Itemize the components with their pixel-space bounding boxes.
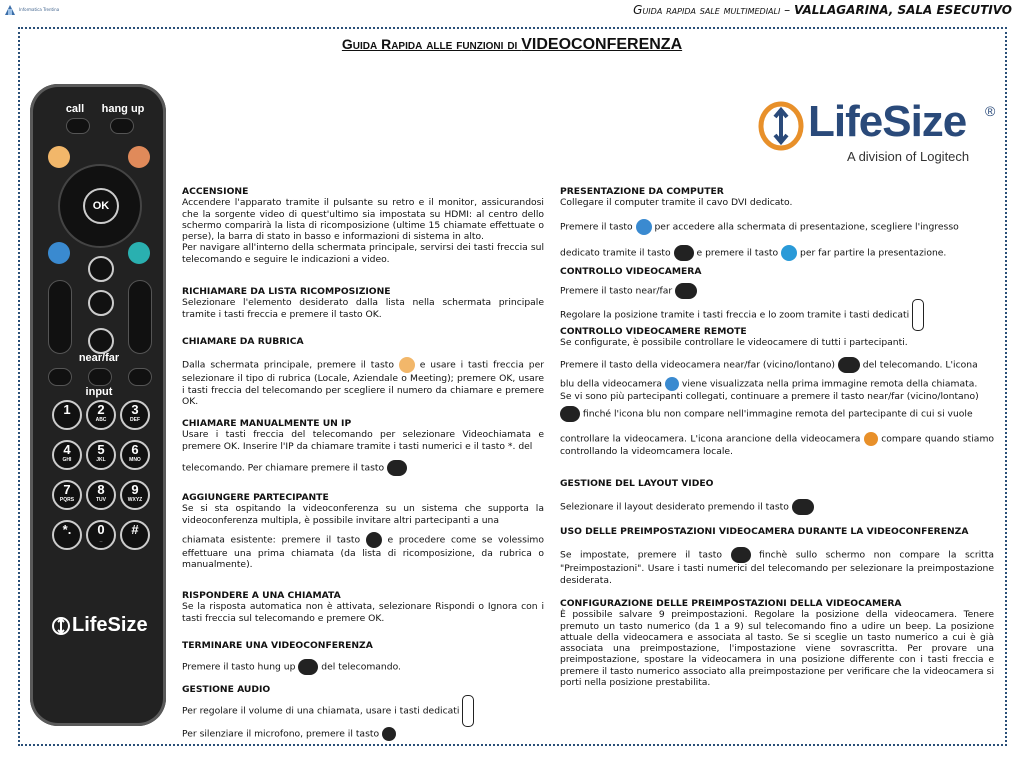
section-rubrica xyxy=(182,336,544,407)
keypad-key-icon xyxy=(86,480,116,510)
lifesize-remote-logo-icon xyxy=(52,614,70,638)
call-icon xyxy=(387,460,407,476)
section-preimpostazioni-uso xyxy=(560,526,994,586)
hangup-label: hang up xyxy=(101,103,145,115)
section-text xyxy=(560,283,994,299)
section-audio xyxy=(182,684,544,741)
section-ricomposizione xyxy=(182,286,544,320)
header-title xyxy=(633,3,1012,17)
home-button-icon xyxy=(88,256,114,282)
section-title: RICHIAMARE DA LISTA RICOMPOSIZIONE xyxy=(182,286,391,297)
text-part: Per silenziare il microfono, premere il tasto xyxy=(182,728,380,740)
section-rispondere xyxy=(182,590,544,624)
text-part: Dalla schermata principale, premere il tasto xyxy=(182,359,394,371)
keypad-key-number: 3 xyxy=(131,402,139,417)
lifesize-logo xyxy=(752,97,1002,172)
nearfar-icon xyxy=(838,357,860,373)
keypad-key-icon xyxy=(120,480,150,510)
text-part: e premere il tasto xyxy=(693,247,779,259)
keypad-key-letters: PQRS xyxy=(59,497,75,503)
preset-button-icon xyxy=(128,368,152,386)
volume-icon xyxy=(462,695,474,727)
section-text xyxy=(560,219,994,235)
section-text xyxy=(182,659,544,675)
text-part: del telecomando. L'icona xyxy=(859,359,978,371)
keypad-key-letters: DEF xyxy=(130,417,140,423)
keypad-key-number: *. xyxy=(62,522,72,537)
text-part: Premere il tasto hung up xyxy=(182,661,296,673)
section-title: CONFIGURAZIONE DELLE PREIMPOSTAZIONI DELLA VIDEOCAMERA xyxy=(560,598,902,609)
section-title: ACCENSIONE xyxy=(182,186,249,197)
section-text: Accendere l'apparato tramite il pulsante su retro e il monitor, assicurandosi che la sorgente video di quest'ultimo sia impostata su HDMI: al centro dello schermo comparirà la lista di ricomposizione (ultime 15 chiamate effettuate o perse), la barra di stato in basso e informazioni di sistema in alto. xyxy=(182,197,544,243)
lifesize-subtitle: A division of Logitech xyxy=(847,149,970,164)
hangup-button-icon xyxy=(110,118,134,134)
text-part: Premere il tasto xyxy=(560,221,633,233)
keypad-key-icon xyxy=(52,480,82,510)
section-text xyxy=(560,432,994,457)
section-text xyxy=(560,547,994,586)
section-text xyxy=(182,460,544,476)
keypad-key-letters: JKL xyxy=(96,457,106,463)
section-manual-ip xyxy=(182,418,544,476)
section-preimpostazioni-config xyxy=(560,598,994,688)
section-text: Collegare il computer tramite il cavo DVI dedicato. xyxy=(560,197,793,209)
directory-icon xyxy=(399,357,415,373)
nearfar-button-icon xyxy=(88,328,114,354)
page-header xyxy=(0,0,1024,22)
text-part: Se impostate, premere il tasto xyxy=(560,549,722,561)
text-part: finchè sullo schermo non compare la scritta "Preimpostazioni". Usare i tasti numerici del telecomando per selezionare la preimpostazione desiderata. xyxy=(560,549,994,586)
keypad-key-icon xyxy=(86,440,116,470)
preset-icon xyxy=(731,547,751,563)
section-text: È possibile salvare 9 preimpostazioni. Regolare la posizione della videocamera. Tenere premuto un tasto numerico (da 1 a 9) sul telecomando fino a udire un beep. La posizione attuale della videocamera e associata al tasto. Se si sceglie un tasto numerico a cui è già associata una preimpostazione, l'impostazione viene sovrascritta. Per provare una preimpostazione, spostare la videocamera in una posizione differente con i tasti freccia e premere il tasto numerico associato alla preimpostazione per verificare che la videocamera si porti nella posizione prestabilita. xyxy=(560,609,994,689)
keypad-key-number: 1 xyxy=(63,402,71,417)
text-part: per far partire la presentazione. xyxy=(797,247,947,259)
section-text xyxy=(182,727,544,741)
section-text xyxy=(182,695,544,727)
text-part: Premere il tasto near/far xyxy=(560,285,673,297)
header-title-place: VALLAGARINA, SALA ESECUTIVO xyxy=(793,3,1012,17)
text-part: viene visualizzata nella prima immagine remota della chiamata. xyxy=(678,378,978,390)
back-button-icon xyxy=(128,146,150,168)
presentation-icon xyxy=(636,219,652,235)
document-title-big: VIDEOCONFERENZA xyxy=(521,36,683,53)
company-logo-icon xyxy=(4,4,16,16)
call-label: call xyxy=(65,103,85,115)
zoom-button-icon xyxy=(128,280,152,354)
text-part: compare quando stiamo controllando la videomcamera locale. xyxy=(560,433,995,457)
section-title: CONTROLLO VIDEOCAMERA xyxy=(560,266,702,277)
section-title: AGGIUNGERE PARTECIPANTE xyxy=(182,492,329,503)
keypad-key-letters: MNO xyxy=(129,457,141,463)
text-part: del telecomando. xyxy=(318,661,401,673)
mute-button-icon xyxy=(88,290,114,316)
lifesize-logo-text: LifeSize xyxy=(808,97,967,146)
text-part: e usare i tasti freccia per selezionare il tipo di rubrica (Locale, Aziendale o Meeting); premere OK, usare i tasti freccia del telecomando per scegliere il numero da chiamare e premere OK. xyxy=(182,359,544,407)
text-part: per accedere alla schermata di presentazione, scegliere l'ingresso xyxy=(651,221,959,233)
input-button-icon xyxy=(88,368,112,386)
keypad-key-number: 5 xyxy=(97,442,105,457)
keypad-key-letters: GHI xyxy=(62,457,72,463)
text-part: controllare la videocamera. L'icona arancione della videocamera xyxy=(560,433,861,445)
section-title: TERMINARE UNA VIDEOCONFERENZA xyxy=(182,640,373,651)
right-column xyxy=(560,186,994,731)
keypad-key-number: 6 xyxy=(131,442,139,457)
text-part: finché l'icona blu non compare nell'immagine remota del partecipante di cui si vuole xyxy=(580,408,973,420)
nearfar-icon xyxy=(675,283,697,299)
section-title: USO DELLE PREIMPOSTAZIONI VIDEOCAMERA DURANTE LA VIDEOCONFERENZA xyxy=(560,526,969,537)
mute-icon xyxy=(382,727,396,741)
call-button-icon xyxy=(66,118,90,134)
keypad-key-letters: _ xyxy=(99,537,103,543)
directory-button-icon xyxy=(48,146,70,168)
section-title: CHIAMARE MANUALMENTE UN IP xyxy=(182,418,352,429)
remote-brand: LifeSize xyxy=(72,614,148,636)
document-title xyxy=(0,36,1024,54)
presentation-button-icon xyxy=(48,242,70,264)
nearfar-label: near/far xyxy=(78,352,120,364)
section-text: Se configurate, è possibile controllare le videocamere di tutti i partecipanti. xyxy=(560,337,908,349)
section-layout xyxy=(560,478,994,515)
section-controllo-videocamera xyxy=(560,266,994,331)
lifesize-logo-icon xyxy=(758,100,804,152)
section-terminare xyxy=(182,640,544,675)
text-part: dedicato tramite il tasto xyxy=(560,247,671,259)
input-icon xyxy=(674,245,694,261)
keypad-key-number: 9 xyxy=(131,482,139,497)
section-text xyxy=(560,377,994,391)
nearfar-icon xyxy=(560,406,580,422)
text-part: Premere il tasto della videocamera near/far (vicino/lontano) xyxy=(560,359,835,371)
volume-button-icon xyxy=(48,280,72,354)
section-title: RISPONDERE A UNA CHIAMATA xyxy=(182,590,341,601)
keypad-key-number: 4 xyxy=(63,442,71,457)
left-column xyxy=(182,186,545,740)
section-text xyxy=(560,406,994,422)
layout-icon xyxy=(792,499,814,515)
ok-button-icon: OK xyxy=(83,188,119,224)
layout-button-icon xyxy=(48,368,72,386)
keypad-key-icon xyxy=(52,440,82,470)
section-text xyxy=(560,245,994,261)
text-part: Per regolare il volume di una chiamata, usare i tasti dedicati xyxy=(182,705,460,717)
section-text xyxy=(182,532,544,571)
home-icon xyxy=(366,532,382,548)
text-part: blu della videocamera xyxy=(560,378,663,390)
registered-mark: ® xyxy=(985,103,996,119)
keypad-key-number: 0 xyxy=(97,522,105,537)
hangup-icon xyxy=(298,659,318,675)
keypad-key-icon xyxy=(52,520,82,550)
section-text xyxy=(560,357,994,373)
section-text: Se vi sono più partecipanti collegati, continuare a premere il tasto near/far (vicino/lontano) xyxy=(560,390,979,402)
section-presentazione xyxy=(560,186,994,261)
text-part: telecomando. Per chiamare premere il tasto xyxy=(182,462,385,474)
section-text: Se la risposta automatica non è attivata, selezionare Rispondi o Ignora con i tasti freccia sul telecomando e premere OK. xyxy=(182,601,544,624)
section-text: Selezionare l'elemento desiderato dalla lista nella schermata principale tramite i tasti freccia e premere il tasto OK. xyxy=(182,297,544,320)
section-title: CHIAMARE DA RUBRICA xyxy=(182,336,304,347)
section-text xyxy=(182,357,544,407)
document-title-part: Guida Rapida alle funzioni di xyxy=(341,36,522,52)
text-part: e procedere come se volessimo effettuare una prima chiamata (da lista di ricomposizione, da rubrica o manualmente). xyxy=(182,534,545,571)
orange-camera-icon xyxy=(864,432,878,446)
section-title: GESTIONE DEL LAYOUT VIDEO xyxy=(560,478,714,489)
keypad-key-icon xyxy=(86,520,116,550)
keypad-key-icon xyxy=(52,400,82,430)
section-videocamere-remote xyxy=(560,326,994,457)
keypad-key-number: 2 xyxy=(97,402,105,417)
text-part: Selezionare il layout desiderato premendo il tasto xyxy=(560,501,789,513)
section-text: Usare i tasti freccia del telecomando per selezionare Videochiamata e premere OK. Inserire l'IP da chiamare tramite i tasti numerici e il tasto *. del xyxy=(182,429,544,452)
company-logo xyxy=(4,3,74,17)
keypad-key-letters: WXYZ xyxy=(127,497,143,503)
section-text: Se si sta ospitando la videoconferenza su un sistema che supporta la videoconferenza multipla, è possibile invitare altri partecipanti a una xyxy=(182,503,544,526)
header-title-prefix: Guida rapida sale multimediali – xyxy=(633,3,794,17)
section-text xyxy=(560,499,994,515)
keypad-key-number: 7 xyxy=(63,482,71,497)
keypad-key-icon xyxy=(120,400,150,430)
section-title: PRESENTAZIONE DA COMPUTER xyxy=(560,186,724,197)
keypad-key-icon xyxy=(120,520,150,550)
blue-camera-icon xyxy=(665,377,679,391)
keypad-key-letters: ABC xyxy=(95,417,107,423)
company-logo-text: Informatica Trentina xyxy=(19,7,60,12)
section-aggiungere xyxy=(182,492,544,570)
section-accensione xyxy=(182,186,544,265)
section-title: GESTIONE AUDIO xyxy=(182,684,271,695)
keypad-key-icon xyxy=(86,400,116,430)
remote-control-image xyxy=(30,84,166,726)
section-title: CONTROLLO VIDEOCAMERE REMOTE xyxy=(560,326,747,337)
input-label: input xyxy=(85,386,113,398)
keypad-key-number: 8 xyxy=(97,482,105,497)
stop-presentation-icon xyxy=(781,245,797,261)
keypad-key-letters: TUV xyxy=(96,497,106,503)
text-part: chiamata esistente: premere il tasto xyxy=(182,534,361,546)
stop-presentation-button-icon xyxy=(128,242,150,264)
keypad-key-number: # xyxy=(131,522,139,537)
section-text: Per navigare all'interno della schermata principale, servirsi dei tasti freccia sul telecomando e seguire le indicazioni a video. xyxy=(182,242,544,265)
keypad-key-icon xyxy=(120,440,150,470)
text-part: Regolare la posizione tramite i tasti freccia e lo zoom tramite i tasti dedicati xyxy=(560,309,910,321)
